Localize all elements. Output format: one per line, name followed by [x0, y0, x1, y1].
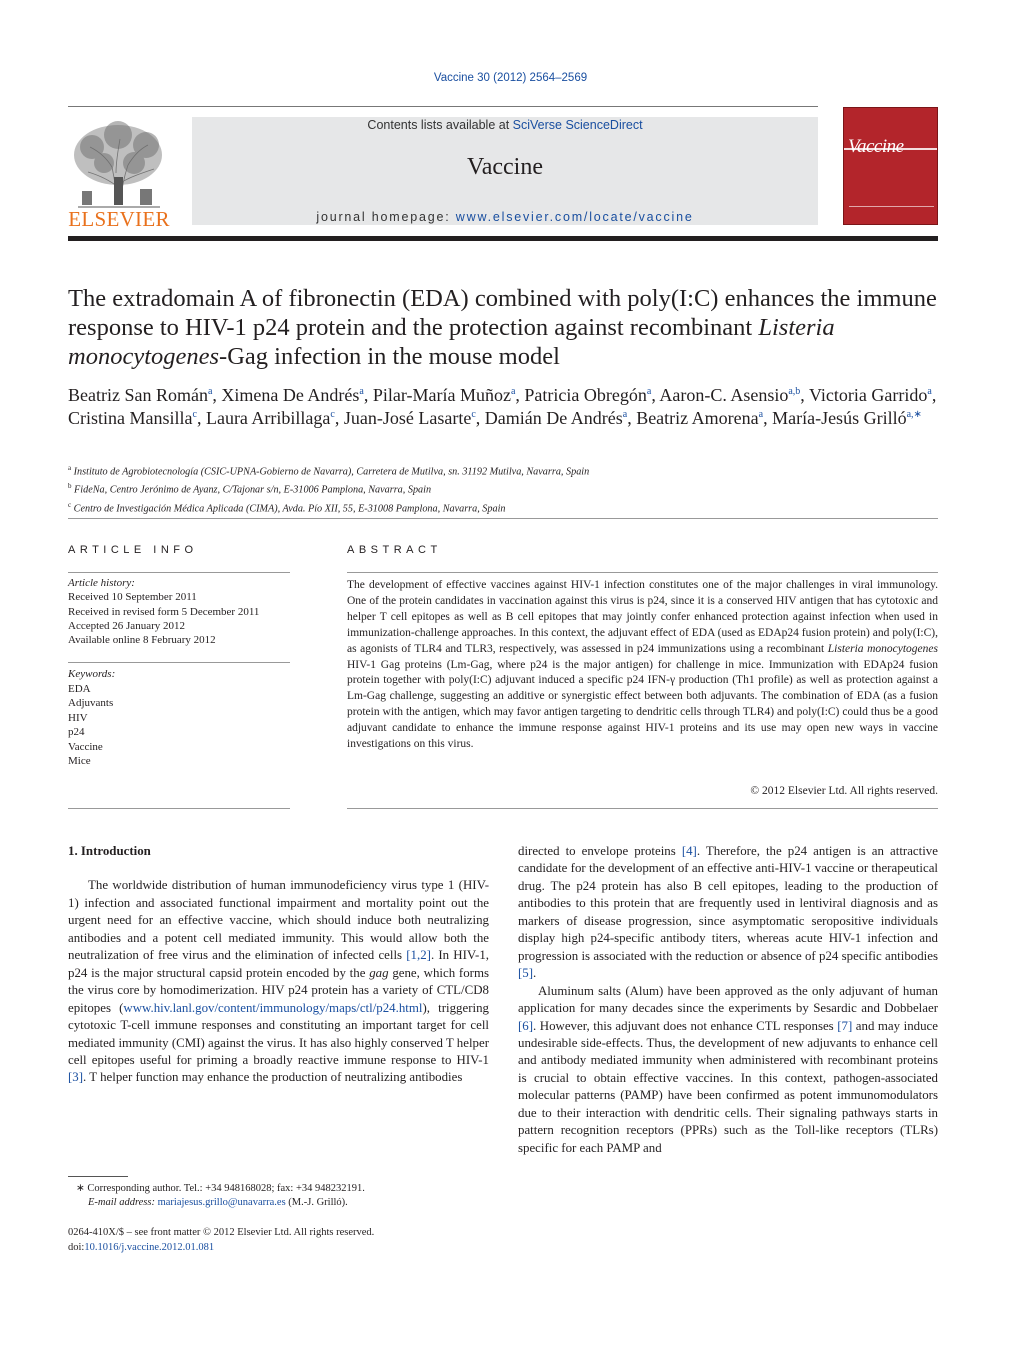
- header-bottom-rule: [68, 236, 938, 241]
- email-line: E-mail address: mariajesus.grillo@unavarra.es (M.-J. Grilló).: [88, 1197, 348, 1208]
- reference-link[interactable]: [4]: [681, 844, 697, 858]
- title-part-1: The extradomain A of fibronectin (EDA) combined with poly(I:C) enhances the immune response to HIV-1 p24 protein and the protection against recombinant: [68, 285, 937, 341]
- journal-citation[interactable]: Vaccine 30 (2012) 2564–2569: [433, 72, 588, 84]
- keyword: EDA: [68, 682, 91, 695]
- author-affiliation-marker: a: [359, 386, 364, 397]
- history-item: Available online 8 February 2012: [68, 634, 216, 647]
- keyword: Mice: [68, 755, 91, 767]
- abstract-rule: [347, 808, 938, 809]
- history-item: Accepted 26 January 2012: [68, 619, 185, 632]
- author-list: Beatriz San Román$^a$, Ximena De Andrés$^a$, Pilar-María Muñoz$^a$, Patricia Obregón$^a$, Aaron-C. Asensio$^{a,b}$, Victoria Garrido$^a$, Cristina Mansilla$^c$, Laura Arribillaga$^c$, Juan-José Lasarte$^c$, Damián De Andrés$^a$, Beatriz Amorena$^a$, María-Jesús Grilló$^{a,∗}$: [68, 385, 937, 428]
- reference-link[interactable]: [7]: [837, 1018, 853, 1033]
- article-info-heading: ARTICLE INFO: [68, 544, 198, 556]
- affiliation-c: $^c$ Centro de Investigación Médica Aplicada (CIMA), Avda. Pío XII, 55, E-31008 Pamplona, Navarra, Spain: [68, 500, 506, 515]
- section-heading: 1. Introduction: [68, 844, 151, 858]
- article-info-rule: [68, 808, 290, 809]
- author[interactable]: Beatriz Amorena: [636, 407, 759, 428]
- hiv-database-link[interactable]: www.hiv.lanl.gov/content/immunology/maps/ctl/p24.html: [123, 1000, 423, 1015]
- footnote-rule: [68, 1176, 128, 1177]
- author[interactable]: Juan-José Lasarte: [343, 407, 472, 428]
- author[interactable]: Aaron-C. Asensio: [659, 385, 789, 405]
- author[interactable]: María-Jesús Grilló: [772, 407, 907, 428]
- author[interactable]: Cristina Mansilla: [68, 407, 193, 428]
- author[interactable]: Damián De Andrés: [484, 407, 623, 428]
- journal-homepage-link[interactable]: www.elsevier.com/locate/vaccine: [455, 210, 694, 224]
- reference-link[interactable]: [1,2]: [406, 948, 431, 963]
- title-italic: Listeria monocytogenes: [68, 314, 835, 370]
- author[interactable]: Pilar-María Muñoz: [372, 385, 511, 405]
- paragraph: Aluminum salts (Alum) have been approved as the only adjuvant of human application for many decades since the experiments by Sesardic and Dobbelaer [6]. However, this adjuvant does not enhance CTL responses [7] and may induce undesirable side-effects. Thus, the development of new adjuvants to enhance cell and antibody mediated immunity when administered with recombinant proteins is crucial to obtain effective vaccines. In this context, pathogen-associated molecular patterns (PAMP) have been confirmed as potent immunomodulators due to their interaction with dendritic cells. Their signaling pathways starts in pattern recognition receptors (PPRs) such as the Toll-like receptors (TLRs) specific for each PAMP and: [518, 983, 938, 1155]
- article-title: [68, 284, 948, 371]
- section-divider: [68, 518, 938, 519]
- publisher-wordmark: ELSEVIER: [68, 207, 170, 231]
- abstract-copyright: © 2012 Elsevier Ltd. All rights reserved.: [750, 785, 938, 797]
- abstract-italic: Listeria monocytogenes: [827, 642, 938, 655]
- author-affiliation-marker: a: [927, 386, 932, 397]
- corresponding-author: ∗ Corresponding author. Tel.: +34 948168028; fax: +34 948232191.: [76, 1183, 365, 1194]
- sciencedirect-link[interactable]: SciVerse ScienceDirect: [512, 118, 643, 132]
- author-affiliation-marker: c: [330, 408, 335, 420]
- doi-link[interactable]: 10.1016/j.vaccine.2012.01.081: [84, 1241, 215, 1253]
- cover-footer: [849, 206, 934, 216]
- author-affiliation-marker: a,∗: [906, 408, 922, 420]
- affiliations: [68, 461, 948, 516]
- history-item: Received in revised form 5 December 2011: [68, 605, 260, 618]
- author[interactable]: Patricia Obregón: [524, 385, 647, 405]
- keyword: HIV: [68, 711, 88, 724]
- keyword: Vaccine: [68, 740, 103, 753]
- contents-prefix: Contents lists available at: [367, 118, 513, 132]
- author-affiliation-marker: a: [207, 386, 213, 397]
- journal-homepage-line: [192, 210, 818, 224]
- article-info-rule: [68, 572, 290, 573]
- author-affiliation-marker: a: [646, 386, 652, 397]
- reference-link[interactable]: [3]: [68, 1070, 84, 1085]
- keyword: Adjuvants: [68, 697, 114, 709]
- body-column-right: [518, 843, 938, 1157]
- corresponding-author-footnote: [68, 1182, 489, 1210]
- cover-title: Vaccine: [848, 136, 904, 157]
- header-top-rule: [68, 106, 818, 107]
- keyword: p24: [68, 726, 85, 738]
- history-item: Received 10 September 2011: [68, 591, 197, 604]
- reference-link[interactable]: [5]: [518, 966, 534, 981]
- author-affiliation-marker: a: [758, 408, 764, 420]
- journal-cover-image: [843, 107, 938, 225]
- abstract-rule: [347, 572, 938, 573]
- author[interactable]: Victoria Garrido: [808, 385, 928, 405]
- front-matter: [68, 1226, 489, 1255]
- author[interactable]: Laura Arribillaga: [205, 407, 331, 428]
- author-affiliation-marker: c: [192, 408, 197, 420]
- author-affiliation-marker: a: [510, 386, 516, 397]
- doi-line: doi:10.1016/j.vaccine.2012.01.081: [68, 1241, 215, 1253]
- contents-line: [192, 118, 818, 132]
- author[interactable]: Ximena De Andrés: [221, 385, 360, 405]
- abstract-heading: ABSTRACT: [347, 544, 442, 556]
- abstract-text: The development of effective vaccines against HIV-1 infection constitutes one of the major challenges in viral immunology. One of the protein candidates in vaccination against this virus is p24, since it is a conserved HIV antigen that has cytotoxic and helper T cell epitopes as well as B cell epitopes that may jointly confer enhanced protection against infection when used in immunization-challenge approaches. In this context, the adjuvant effect of EDA (used as EDAp24 fusion protein) and poly(I:C), as agonists of TLR4 and TLR3, respectively, was assessed in p24 immunizations using a recombinant Listeria monocytogenes HIV-1 Gag proteins (Lm-Gag, where p24 is the major antigen) for challenge in mice. Immunization with EDAp24 fusion protein together with poly(I:C) adjuvant induced a specific p24 IFN-γ production (Th1 profile) as well as protection against a Lm-Gag challenge, suggesting an additive or synergistic effect between both adjuvants. The combination of EDA (as a fusion protein with the antigen, which may favor antigen targeting to dendritic cells through TLR4) and poly(I:C) could thus be a good adjuvant candidate to enhance the immune response against HIV-1 proteins and its use may open new ways in vaccine investigations on this virus.: [347, 579, 938, 751]
- author-affiliation-marker: c: [471, 408, 476, 420]
- title-part-2: -Gag infection in the mouse model: [219, 343, 560, 370]
- affiliation-a: $^a$ Instituto de Agrobiotecnología (CSIC-UPNA-Gobierno de Navarra), Carretera de Mutilva, sn. 31192 Mutilva, Navarra, Spain: [68, 464, 590, 478]
- keywords-label: Keywords:: [68, 668, 116, 680]
- article-info-rule: [68, 662, 290, 663]
- article-history: [68, 576, 290, 647]
- homepage-prefix: journal homepage:: [316, 210, 456, 224]
- journal-name: Vaccine: [467, 154, 543, 180]
- body-column-left: [68, 843, 489, 1087]
- paragraph: The worldwide distribution of human immunodeficiency virus type 1 (HIV-1) infection and associated functional impairment and mortality point out the urgent need for an effective vaccine, which should induce both neutralizing antibodies and a potent cell mediated immunity. This would allow both the neutralization of free virus and the elimination of infected cells [1,2]. In HIV-1, p24 is the major structural capsid protein encoded by the gag gene, which forms the virus core by homodimerization. HIV p24 protein has a variety of CTL/CD8 epitopes (www.hiv.lanl.gov/content/immunology/maps/ctl/p24.html), triggering cytotoxic T-cell immune responses and constituting an important target for cell mediated immunity (CMI) against the virus. It has also highly conserved T helper cell epitopes useful for priming a broadly reactive immune response to HIV-1 [3]. T helper function may enhance the production of neutralizing antibodies: [68, 878, 489, 1085]
- paragraph: directed to envelope proteins [4]. Therefore, the p24 antigen is an attractive candidate for the development of an effective anti-HIV-1 vaccine or therapeutical drug. The p24 protein has also B cell epitopes, leading to the production of antibodies to this protein that are frequently used in lentiviral diagnosis and as markers of disease progression, since asymptomatic seropositive individuals display high p24-specific antibody titers, whereas acute HIV-1 infection and progression is associated with the reduction or absence of p24 specific antibodies [5].: [518, 844, 938, 981]
- author-affiliation-marker: a,b: [788, 386, 801, 397]
- affiliation-b: $^b$ FideNa, Centro Jerónimo de Ayanz, C/Tajonar s/n, E-31006 Pamplona, Navarra, Spain: [68, 482, 432, 496]
- issn-line: 0264-410X/$ – see front matter © 2012 Elsevier Ltd. All rights reserved.: [68, 1227, 375, 1238]
- history-label: Article history:: [68, 577, 135, 589]
- keywords: [68, 667, 290, 769]
- reference-link[interactable]: [6]: [518, 1018, 534, 1033]
- author[interactable]: Beatriz San Román: [68, 385, 208, 405]
- email-link[interactable]: mariajesus.grillo@unavarra.es: [157, 1197, 286, 1208]
- author-affiliation-marker: a: [622, 408, 628, 420]
